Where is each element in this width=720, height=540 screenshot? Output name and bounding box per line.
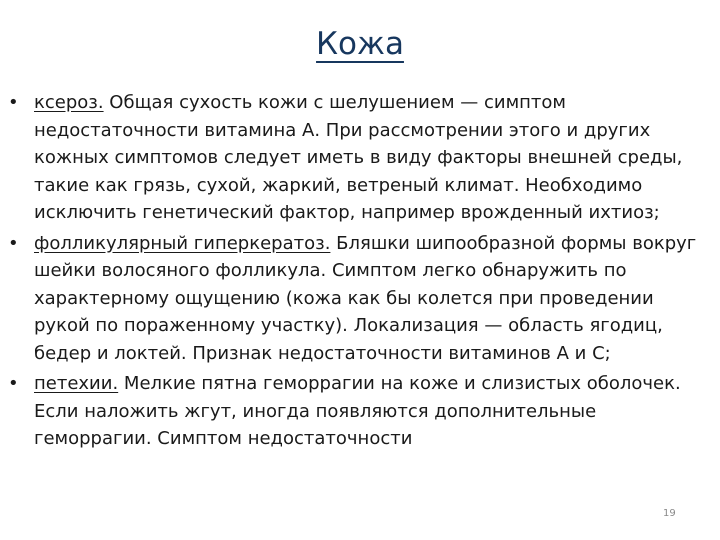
list-item (0, 89, 720, 227)
item-text: Бляшки шипообразной формы вокруг шейки волосяного фолликула. Симптом легко обнаружить по характерному ощущению (кожа как бы колется при проведении рукой по пораженному участку). Локализация — область ягодиц, бедер и локтей. Признак недостаточности витаминов А и С; (34, 232, 697, 364)
list-item (0, 230, 720, 368)
bullet-icon: • (8, 373, 19, 394)
bullet-icon: • (8, 92, 19, 113)
page-number: 19 (663, 508, 676, 519)
symptom-list (0, 89, 720, 456)
slide-title: Кожа (316, 26, 404, 62)
list-item (0, 370, 720, 453)
bullet-icon: • (8, 232, 19, 254)
item-text: Общая сухость кожи с шелушением — симптом недостаточности витамина А. При рассмотрении этого и других кожных симптомов следует иметь в виду факторы внешней среды, такие как грязь, сухой, жаркий, ветреный климат. Необходимо исключить генетический фактор, например врожденный ихтиоз; (34, 92, 683, 223)
item-text: Мелкие пятна геморрагии на коже и слизистых оболочек. Если наложить жгут, иногда появляются дополнительные геморрагии. Симптом недостаточности (34, 373, 681, 449)
item-term: петехии. (34, 373, 119, 394)
item-term: ксероз. (34, 92, 104, 113)
item-term: фолликулярный гиперкератоз. (34, 232, 331, 254)
